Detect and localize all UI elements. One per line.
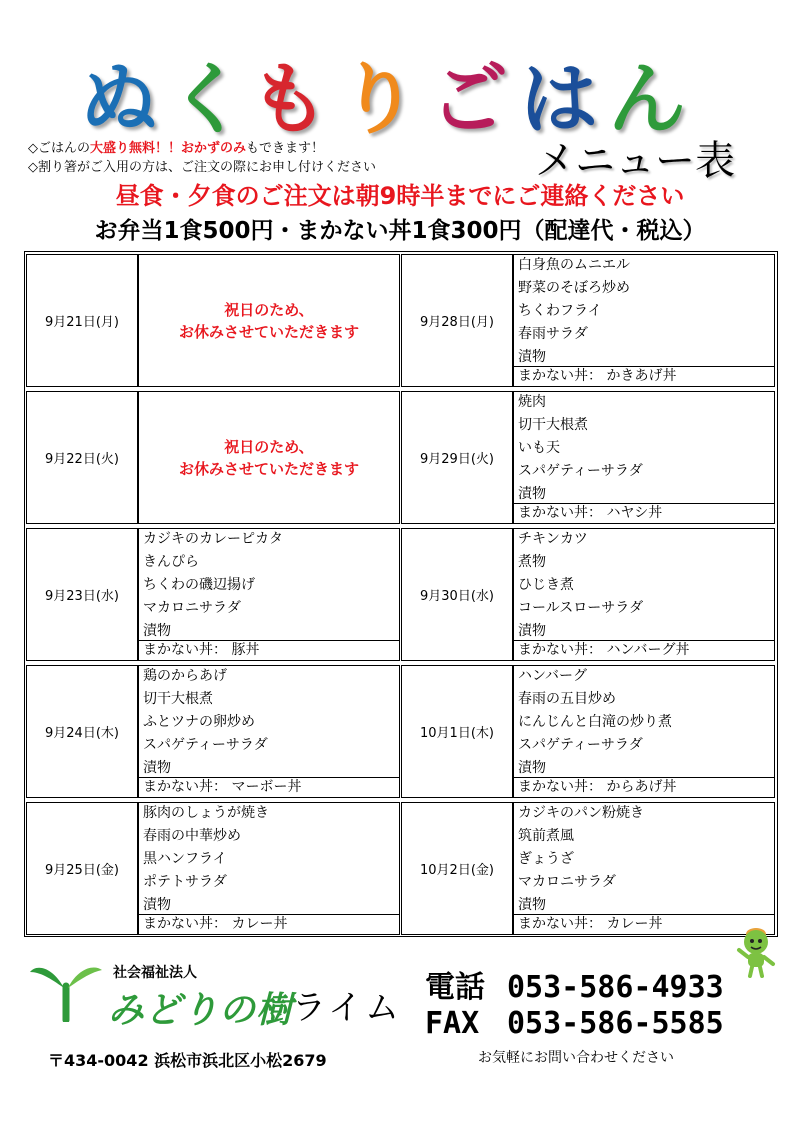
dish-item: 漬物: [518, 486, 546, 502]
title-char: も: [250, 55, 329, 145]
dish-cell: [138, 802, 400, 935]
menu-title: [0, 55, 800, 145]
donburi-item: まかない丼： カレー丼: [139, 914, 399, 934]
date-cell: 10月2日(金): [401, 802, 513, 935]
date-cell: 9月21日(月): [26, 254, 138, 387]
dish-item: いも天: [518, 440, 560, 456]
dish-item: スパゲティーサラダ: [518, 463, 643, 479]
menu-row: [25, 663, 776, 800]
dish-item: スパゲティーサラダ: [518, 737, 643, 753]
note-chopsticks: ◇割り箸がご入用の方は、ご注文の際にお申し付けください: [28, 160, 376, 175]
dish-item: きんぴら: [143, 554, 199, 570]
dish-cell: [513, 528, 775, 661]
menu-row: [25, 526, 776, 663]
contact-note: お気軽にお問い合わせください: [478, 1050, 674, 1066]
dish-item: マカロニサラダ: [518, 874, 616, 890]
menu-row: [25, 800, 776, 937]
dish-item: 漬物: [143, 623, 171, 639]
dish-item: 焼肉: [518, 394, 546, 410]
dish-item: ひじき煮: [518, 577, 574, 593]
menu-row: [25, 252, 776, 389]
org-type: 社会福祉法人: [113, 965, 197, 981]
fax-number: 053-586-5585: [507, 1006, 724, 1041]
donburi-item: まかない丼： ハヤシ丼: [514, 503, 774, 523]
dish-item: 漬物: [518, 897, 546, 913]
title-char: り: [340, 55, 419, 145]
note-text: ◇ごはんの: [28, 141, 90, 156]
title-char: ご: [430, 55, 509, 145]
holiday-cell: [138, 254, 400, 387]
dish-item: ポテトサラダ: [143, 874, 227, 890]
donburi-item: まかない丼： カレー丼: [514, 914, 774, 934]
date-cell: 9月29日(火): [401, 391, 513, 524]
donburi-item: まかない丼： かきあげ丼: [514, 366, 774, 386]
dish-cell: [513, 254, 775, 387]
title-char: ん: [608, 55, 687, 145]
dish-item: チキンカツ: [518, 531, 588, 547]
dish-item: 野菜のそぼろ炒め: [518, 280, 630, 296]
dish-item: 春雨の五目炒め: [518, 691, 616, 707]
donburi-item: まかない丼： マーボー丼: [139, 777, 399, 797]
note-large-rice: [28, 141, 324, 157]
dish-item: スパゲティーサラダ: [143, 737, 268, 753]
holiday-line: 祝日のため、: [224, 437, 314, 456]
dish-item: 漬物: [143, 760, 171, 776]
dish-item: カジキのパン粉焼き: [518, 805, 644, 821]
dish-item: 漬物: [518, 623, 546, 639]
dish-item: 切干大根煮: [518, 417, 588, 433]
title-char: ぬ: [80, 55, 159, 145]
dish-cell: [138, 528, 400, 661]
phone-label: 電話: [425, 970, 485, 1005]
dish-item: ちくわの磯辺揚げ: [143, 577, 255, 593]
phone-number: 053-586-4933: [507, 970, 724, 1005]
price-info: お弁当1食500円・まかない丼1食300円（配達代・税込）: [94, 218, 706, 244]
holiday-line: お休みさせていただきます: [178, 322, 359, 341]
mascot-icon: [733, 920, 779, 978]
dish-item: 漬物: [518, 349, 546, 365]
fax-line: [425, 1006, 724, 1042]
org-name: みどりの樹: [108, 990, 294, 1031]
dish-item: コールスローサラダ: [518, 600, 644, 616]
dish-item: ハンバーグ: [518, 668, 588, 684]
dish-item: 春雨の中華炒め: [143, 828, 241, 844]
sprout-logo-icon: [28, 960, 104, 1022]
dish-item: 煮物: [518, 554, 546, 570]
address: 〒434-0042 浜松市浜北区小松2679: [48, 1051, 327, 1070]
date-cell: 9月22日(火): [26, 391, 138, 524]
brand-name: ライム: [292, 988, 402, 1028]
dish-item: 豚肉のしょうが焼き: [143, 805, 269, 821]
dish-item: ふとツナの卵炒め: [143, 714, 255, 730]
dish-item: にんじんと白滝の炒り煮: [518, 714, 672, 730]
donburi-item: まかない丼： からあげ丼: [514, 777, 774, 797]
fax-label: FAX: [425, 1006, 480, 1041]
title-char: は: [520, 55, 599, 145]
dish-item: ちくわフライ: [518, 303, 602, 319]
date-cell: 9月23日(水): [26, 528, 138, 661]
dish-item: ぎょうざ: [518, 851, 574, 867]
dish-item: 白身魚のムニエル: [518, 257, 630, 273]
dish-cell: [513, 391, 775, 524]
dish-item: 鶏のからあげ: [143, 668, 227, 684]
dish-item: 筑前煮風: [518, 828, 574, 844]
donburi-item: まかない丼： 豚丼: [139, 640, 399, 660]
phone-line: [425, 970, 724, 1006]
holiday-line: お休みさせていただきます: [178, 459, 359, 478]
dish-cell: [138, 665, 400, 798]
dish-item: カジキのカレーピカタ: [143, 531, 283, 547]
title-char: く: [168, 55, 247, 145]
dish-cell: [513, 665, 775, 798]
holiday-cell: [138, 391, 400, 524]
date-cell: 9月24日(木): [26, 665, 138, 798]
order-deadline: 昼食・夕食のご注文は朝9時半までにご連絡ください: [115, 182, 685, 210]
holiday-message: [179, 436, 359, 480]
dish-item: 黒ハンフライ: [143, 851, 227, 867]
donburi-item: まかない丼： ハンバーグ丼: [514, 640, 774, 660]
menu-row: [25, 389, 776, 526]
menu-subtitle: メニュー表: [535, 138, 735, 184]
date-cell: 10月1日(木): [401, 665, 513, 798]
menu-table: [24, 251, 778, 937]
holiday-line: 祝日のため、: [224, 300, 314, 319]
note-text: もできます！: [246, 141, 325, 156]
date-cell: 9月28日(月): [401, 254, 513, 387]
dish-item: 漬物: [518, 760, 546, 776]
date-cell: 9月25日(金): [26, 802, 138, 935]
dish-item: マカロニサラダ: [143, 600, 241, 616]
note-highlight: 大盛り無料！！おかずのみ: [90, 141, 247, 156]
date-cell: 9月30日(水): [401, 528, 513, 661]
dish-item: 切干大根煮: [143, 691, 213, 707]
dish-cell: [513, 802, 775, 935]
dish-item: 春雨サラダ: [518, 326, 588, 342]
dish-item: 漬物: [143, 897, 171, 913]
holiday-message: [179, 299, 359, 343]
